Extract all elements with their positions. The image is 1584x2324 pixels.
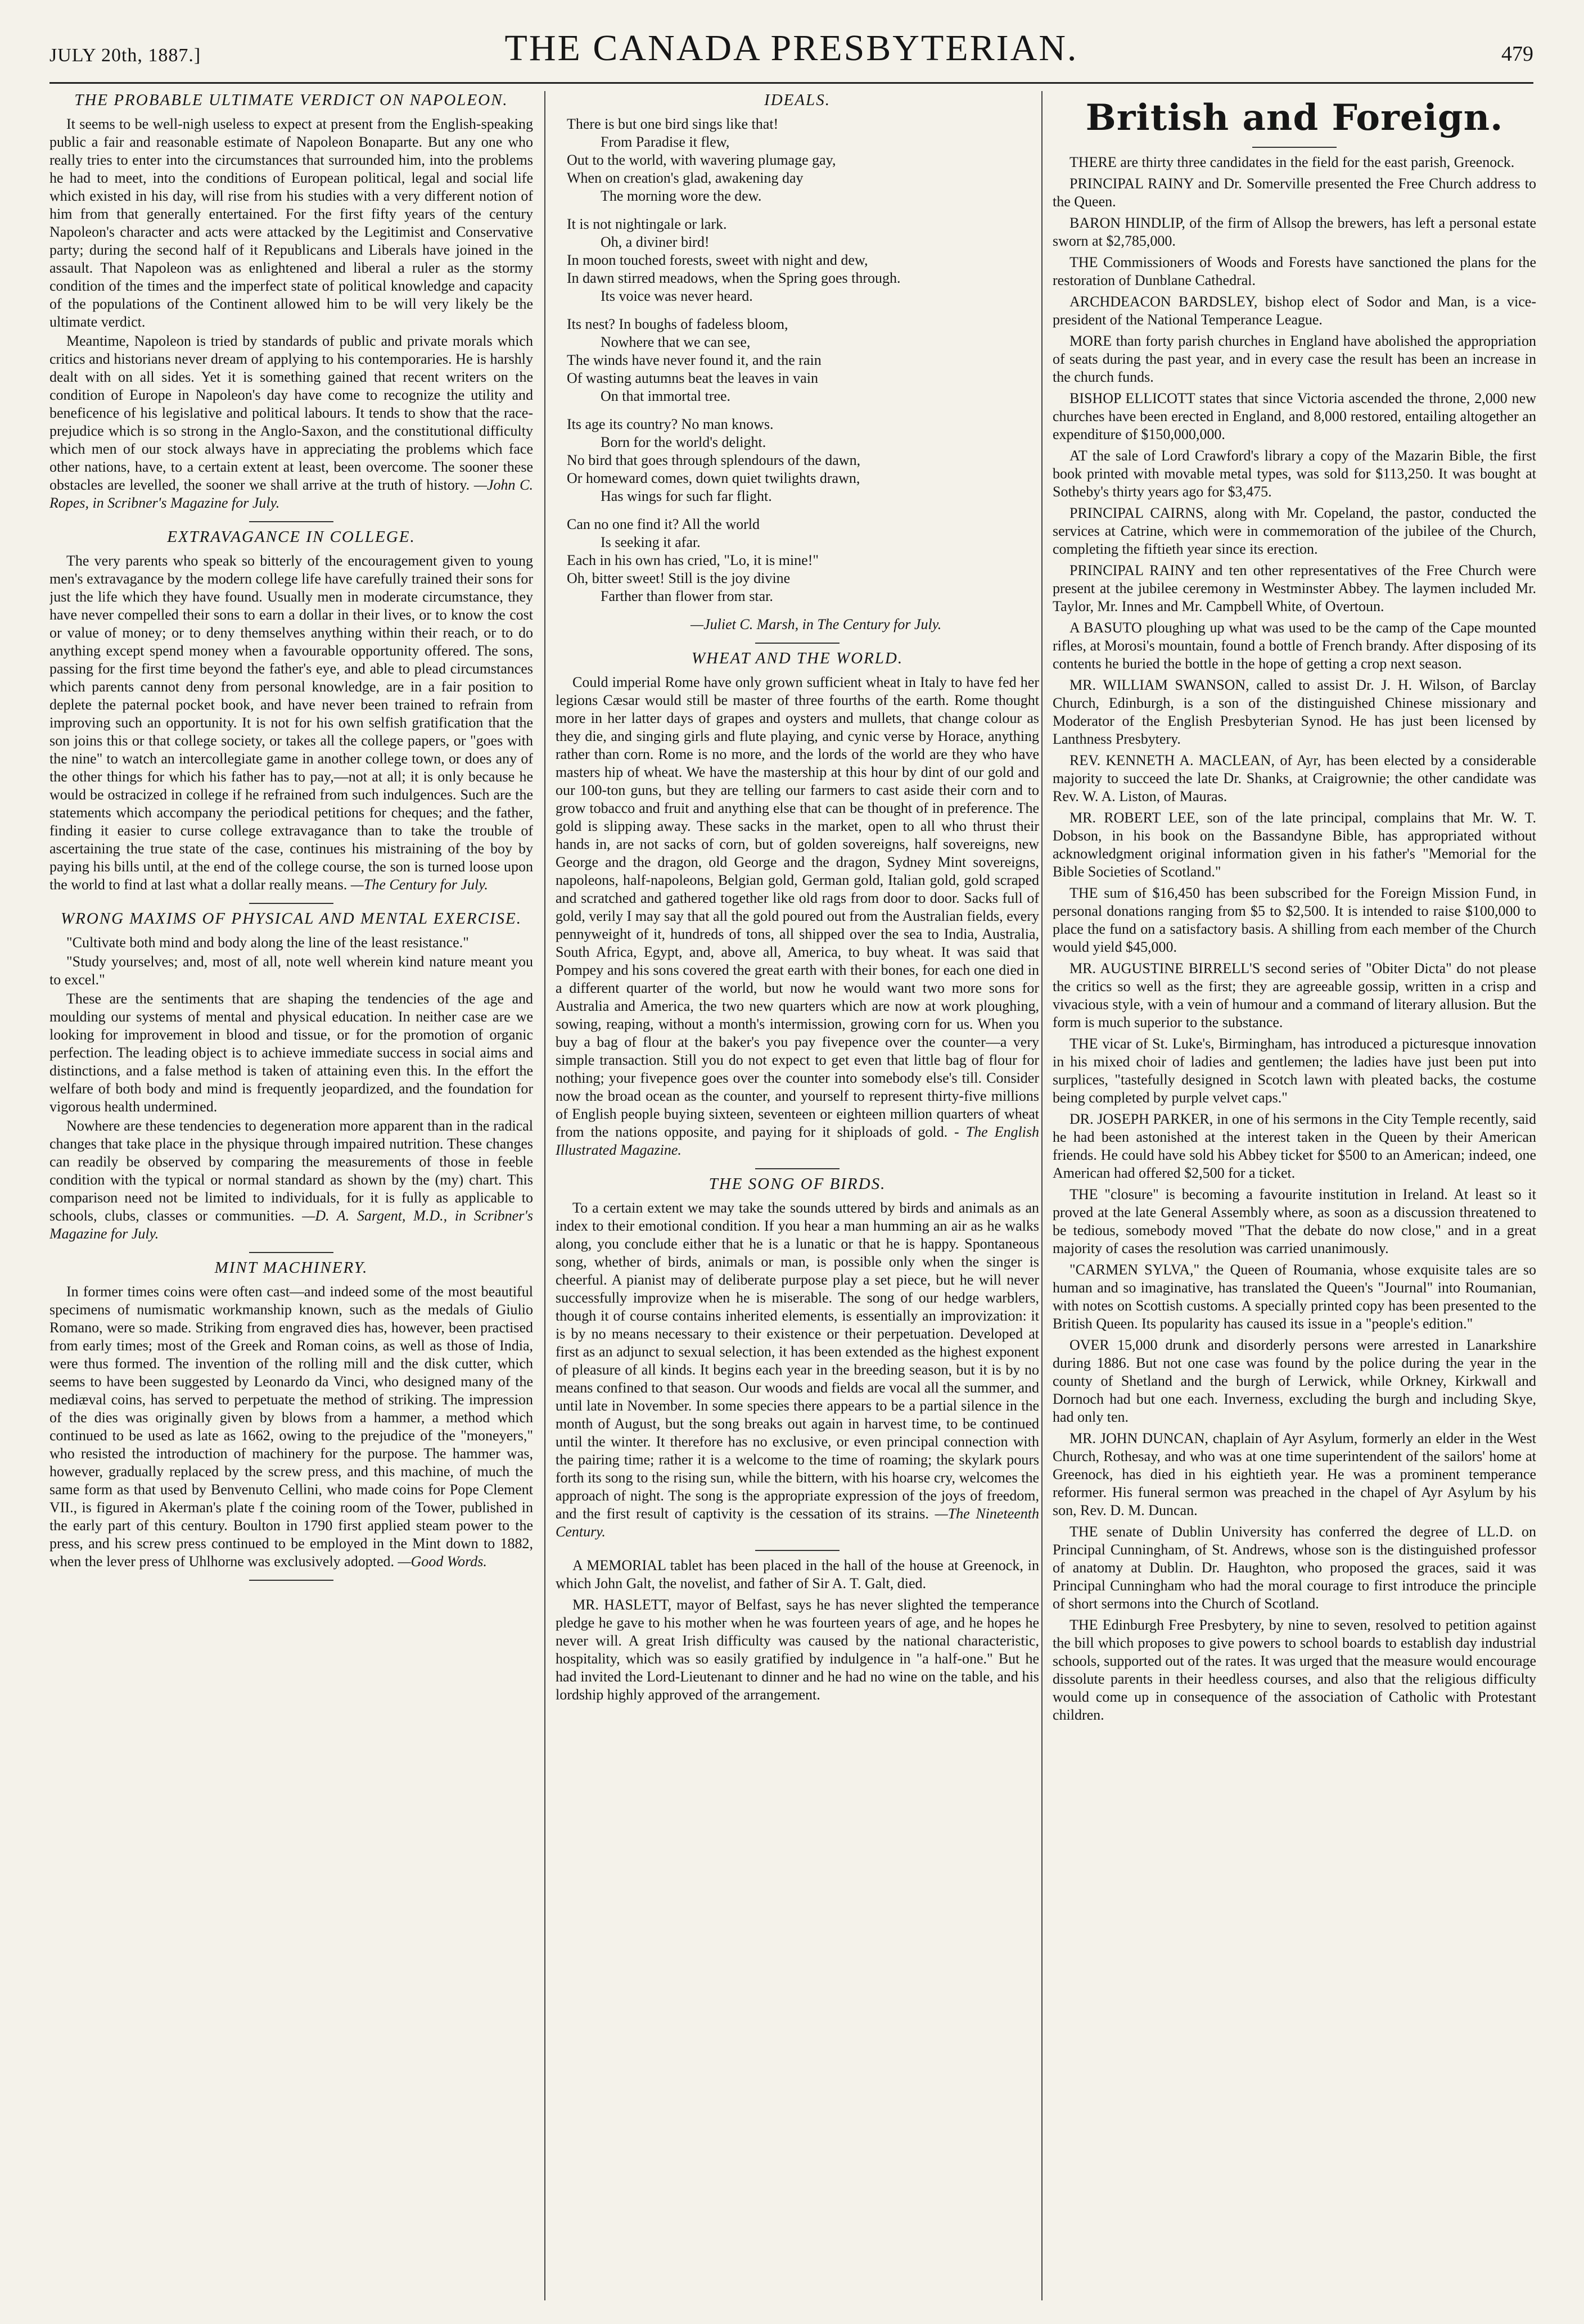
poem-stanza [567, 315, 1039, 405]
section-rule [1252, 147, 1337, 148]
poem-line: Farther than flower from star. [601, 588, 773, 604]
poem-line: In moon touched forests, sweet with night and dew, [567, 252, 868, 268]
issue-date: JULY 20th, 1887.] [49, 45, 201, 66]
section-rule [755, 1550, 840, 1551]
article-paragraph: Nowhere are these tendencies to degeneration more apparent than in the radical changes that take place in the physique through impaired nutrition. These changes can readily be observed by comparing the measurements of those in feeble condition with the typical or normal standard as shown by the (my) chart. This comparison need not be limited to individuals, for it is fully as applicable to schools, clubs, classes or communities. —D. A. Sargent, M.D., in Scribner's Magazine for July. [49, 1118, 533, 1242]
news-item: ARCHDEACON BARDSLEY, bishop elect of Sodor and Man, is a vice-president of the National Temperance League. [1053, 293, 1536, 328]
poem-line: Is seeking it afar. [601, 534, 701, 550]
poem-credit: —Juliet C. Marsh, in The Century for July. [691, 616, 942, 632]
article-paragraph: It seems to be well-nigh useless to expect at present from the English-speaking public a fair and reasonable estimate of Napoleon Bonaparte. But any one who really tries to enter into the circumstances that surrounded him, into the problems he had to meet, into the conditions of European political, legal and social life which existed in his day, will rise from his studies with a very different notion of him from that generally entertained. For the first fifty years of the century Napoleon's character and acts were attacked by the Legitimist and Conservative party; during the second half of it Republicans and Liberals have joined in the assault. That Napoleon was as enlightened and liberal a ruler as the stormy condition of the times and the imperfect state of political knowledge and capacity of the populations of the Continent allowed him to be will very likely be the ultimate verdict. [49, 116, 533, 330]
article [49, 910, 533, 1243]
news-item: THE "closure" is becoming a favourite institution in Ireland. At least so it proved at the late General Assembly where, as soon as a discussion threatened to be tedious, somebody moved "That the debate do now close," and in a great majority of cases the resolution was carried unanimously. [1053, 1186, 1536, 1256]
poem-line: It is not nightingale or lark. [567, 216, 727, 232]
section-rule [755, 643, 840, 644]
article-paragraph: Meantime, Napoleon is tried by standards of public and private morals which critics and historians never dream of applying to his contemporaries. He is harshly dealt with on all sides. Yet it is something gained that recent writers on the condition of Europe in Napoleon's day have come to recognize the utility and beneficence of his legislative and political labours. It tends to show that the race-prejudice which is so strong in the Anglo-Saxon, and the constitutional difficulty which men of our stock always have in appreciating the problems which face other nations, have, to a certain extent at least, been overcome. The sooner these obstacles are levelled, the sooner we shall arrive at the truth of history. —John C. Ropes, in Scribner's Magazine for July. [49, 333, 533, 511]
poem-line: No bird that goes through splendours of the dawn, [567, 452, 861, 468]
poem-line: Each in his own has cried, "Lo, it is mine!" [567, 552, 819, 568]
poem-line: Has wings for such far flight. [601, 488, 772, 504]
poem-stanza [567, 516, 1039, 605]
news-item: AT the sale of Lord Crawford's library a copy of the Mazarin Bible, the first book printed with movable metal types, was sold for $113,250. It was bought at Sotheby's thirty years ago for $3,475. [1053, 447, 1536, 500]
article-credit: —The Nineteenth Century. [556, 1505, 1039, 1540]
article-paragraph: "Cultivate both mind and body along the line of the least resistance." [66, 934, 469, 951]
news-item: THE Commissioners of Woods and Forests have sanctioned the plans for the restoration of Dunblane Cathedral. [1053, 254, 1536, 288]
article-credit: —Good Words. [398, 1553, 487, 1570]
masthead-rule [49, 82, 1533, 84]
newspaper-title: THE CANADA PRESBYTERIAN. [504, 28, 1078, 69]
news-item: PRINCIPAL CAIRNS, along with Mr. Copeland, the pastor, conducted the services at Catrine, which were in commemoration of the jubilee of the Church, completing the fiftieth year since its erection. [1053, 505, 1536, 557]
poem [556, 91, 1039, 634]
news-item: A MEMORIAL tablet has been placed in the hall of the house at Greenock, in which John Galt, the novelist, and father of Sir A. T. Galt, died. [556, 1557, 1039, 1591]
poem-line: On that immortal tree. [601, 388, 731, 404]
column-divider [1041, 91, 1043, 2300]
page-number: 479 [1501, 42, 1533, 66]
article-title: THE PROBABLE ULTIMATE VERDICT ON NAPOLEON. [74, 91, 508, 109]
news-item: THERE are thirty three candidates in the field for the east parish, Greenock. [1069, 154, 1515, 170]
news-item: THE senate of Dublin University has conferred the degree of LL.D. on Principal Cunningham, of St. Andrews, whose son is the distinguished professor of anatomy at Dublin. Dr. Haughton, who proposed the graces, said it was Principal Cunningham who had the moral courage to first introduce the principle of short sermons into the Church of Scotland. [1053, 1523, 1536, 1612]
section-heading: British and Foreign. [1085, 97, 1504, 139]
news-item: BISHOP ELLICOTT states that since Victoria ascended the throne, 2,000 new churches have been erected in England, and 8,000 restored, entailing altogether an expenditure of $150,000,000. [1053, 390, 1536, 442]
news-item: THE sum of $16,450 has been subscribed for the Foreign Mission Fund, in personal donations ranging from $5 to $2,500. It is intended to raise $100,000 to place the fund on a satisfactory basis. A shilling from each member of the Church would yield $45,000. [1053, 885, 1536, 955]
news-item: MR. JOHN DUNCAN, chaplain of Ayr Asylum, formerly an elder in the West Church, Rothesay, and who was at one time superintendent of the sailors' home at Greenock, has died in his eightieth year. He was a prominent temperance reformer. His funeral sermon was preached in the chapel of Ayr Asylum by his son, Rev. D. M. Duncan. [1053, 1430, 1536, 1518]
article [556, 649, 1039, 1159]
article-title: WRONG MAXIMS OF PHYSICAL AND MENTAL EXERCISE. [60, 910, 522, 928]
article-credit: —The Century for July. [350, 876, 488, 893]
poem-line: Oh, bitter sweet! Still is the joy divine [567, 570, 791, 586]
article [49, 91, 533, 512]
poem-line: Of wasting autumns beat the leaves in vain [567, 370, 818, 386]
article-title: EXTRAVAGANCE IN COLLEGE. [167, 528, 416, 546]
poem-line: Oh, a diviner bird! [601, 234, 710, 250]
news-item: THE Edinburgh Free Presbytery, by nine to seven, resolved to petition against the bill which proposes to give powers to school boards to establish day industrial schools, supported out of the rates. It was urged that the measure would encourage dissolute parents in their heedless courses, and also that the religious difficulty would come up in consequence of the association of Catholic with Protestant children. [1053, 1617, 1536, 1723]
masthead [49, 22, 1533, 73]
poem-line: Born for the world's delight. [601, 434, 766, 450]
article-title: MINT MACHINERY. [214, 1259, 368, 1277]
article-paragraph: These are the sentiments that are shaping the tendencies of the age and moulding our systems of mental and physical education. In neither case are we looking for improvement in blood and tissue, or for the promotion of organic perfection. The leading object is to achieve immediate success in social aims and distinctions, and a false method is taken of attaining even this. In the effort the welfare of both body and mind is frequently jeopardized, and the foundation for vigorous health undermined. [49, 991, 533, 1115]
poem-stanza [567, 415, 1039, 505]
poem-line: Its nest? In boughs of fadeless bloom, [567, 316, 788, 332]
news-item: MR. AUGUSTINE BIRRELL'S second series of "Obiter Dicta" do not please the critics so well as the first; they are agreeable gossip, written in a crisp and vivacious style, with a vein of humour and a command of literary allusion. But the form is much superior to the substance. [1053, 960, 1536, 1030]
news-item: "CARMEN SYLVA," the Queen of Roumania, whose exquisite tales are so human and so imaginative, has translated the Queen's "Journal" into Roumanian, with notes on Scottish customs. A specially printed copy has been presented to the British Queen. Its popularity has caused its issue in a "people's edition." [1053, 1262, 1536, 1332]
news-item: MR. WILLIAM SWANSON, called to assist Dr. J. H. Wilson, of Barclay Church, Edinburgh, is a son of the distinguished Chinese missionary and Moderator of the English Presbyterian Synod. He has just been licensed by Lanthness Presbytery. [1053, 677, 1536, 747]
poem-line: Its age its country? No man knows. [567, 416, 774, 432]
column-3 [1053, 91, 1536, 2300]
article-title: WHEAT AND THE WORLD. [691, 649, 904, 667]
column-2 [556, 91, 1039, 2300]
poem-line: Can no one find it? All the world [567, 516, 760, 532]
article-credit: —John C. Ropes, in Scribner's Magazine for July. [49, 477, 533, 511]
news-item: OVER 15,000 drunk and disorderly persons were arrested in Lanarkshire during 1886. But not one case was found by the police during the year in the county of Shetland and the burgh of Lerwick, while Orkney, Kirkwall and Dornoch had but one each. Inverness, excluding the burgh and including Skye, had only ten. [1053, 1337, 1536, 1425]
news-item: MR. ROBERT LEE, son of the late principal, complains that Mr. W. T. Dobson, in his book on the Bassandyne Bible, has appropriated without acknowledgment original information given in his father's "Memorial for the Bible Societies of Scotland." [1053, 810, 1536, 880]
article-paragraph: The very parents who speak so bitterly of the encouragement given to young men's extravagance by the modern college life have carefully trained their sons for just the life which they have found. Usually men in moderate circumstance, they have never compelled their sons to earn a dollar in their lives, or to know the cost or value of money; or to deny themselves anything within their reach, or to do anything except spend money when a favourable opportunity offered. The sons, passing for the first time beyond the father's eye, and able to plead circumstances which parents cannot deny from personal knowledge, are in a fair position to deplete the paternal pocket book, and have never been trained to refrain from improving such an opportunity. It is not for his own selfish gratification that the son joins this or that college society, or takes all the college papers, or "goes with the nine" to watch an intercollegiate game in another college town, or does any of the other things for which his father has to pay,—not at all; it is only because he would be ostracized in college if he refrained from such indulgences. Such are the statements which accompany the periodical petitions for cheques; and the father, finding it easier to curse college extravagance than to take the trouble of ascertaining the true state of the case, continues his mistraining of the boy by paying his bills until, at the end of the college course, the son is turned loose upon the world to find at last what a dollar really means. —The Century for July. [49, 553, 533, 893]
poem-line: Out to the world, with wavering plumage gay, [567, 152, 836, 168]
news-item: THE vicar of St. Luke's, Birmingham, has introduced a picturesque innovation in his mixed choir of ladies and gentlemen; the ladies have just been put into surplices, "tastefully designed in Scotch lawn with pleated backs, the costume being completed by purple velvet caps." [1053, 1036, 1536, 1106]
poem-line: Or homeward comes, down quiet twilights drawn, [567, 470, 860, 486]
news-item: A BASUTO ploughing up what was used to be the camp of the Cape mounted rifles, at Morosi's mountain, found a bottle of French brandy. After disposing of its contents he buried the bottle in the hope of getting a crop next season. [1053, 620, 1536, 672]
poem-line: Its voice was never heard. [601, 288, 753, 304]
poem-title: IDEALS. [764, 91, 831, 109]
poem-stanza [567, 215, 1039, 305]
poem-line: There is but one bird sings like that! [567, 116, 779, 132]
article-paragraph: Could imperial Rome have only grown sufficient wheat in Italy to have fed her legions Cæsar would still be master of three fourths of the earth. Rome thought more in her latter days of grapes and oysters and mullets, that change colour as they die, and singing girls and flute playing, and cynic verse by Horace, anything rather than corn. Rome is no more, and the lords of the world are they who have masters hip of wheat. We have the mastership at this hour by dint of our gold and our 100-ton guns, but they are telling our farmers to cast aside their corn and to grow tobacco and fruit and anything else that can be thought of in preference. The gold is slipping away. These sacks in the market, open to all who thrust their hands in, are not sacks of corn, but of golden sovereigns, half sovereigns, new George and the dragon, old George and the dragon, Sydney Mint sovereigns, napoleons, half-napoleons, Belgian gold, German gold, Italian gold, gold scraped and scratched and gathered together like old rags from door to door. Sacks full of gold, verily I may say that all the gold poured out from the Australian fields, every pennyweight of it, hundreds of tons, all shipped over the sea to India, Australia, South Africa, Egypt, and, above all, America, to buy wheat. It was said that Pompey and his sons covered the great earth with their bones, for each one died in a different quarter of the world, but now he would want two more sons for Australia and America, the two new quarters which are now at work ploughing, sowing, reaping, without a month's intermission, growing corn for us. When you buy a bag of flour at the baker's you pay fivepence over the counter—a very simple transaction. Still you do not expect to get even that little bag of flour for nothing; your fivepence goes over the counter into somebody else's till. Consider now the broad ocean as the counter, and yourself to represent thirty-five millions of English people buying sixteen, seventeen or eighteen million quarters of wheat from the nations opposite, and paying for it shiploads of gold. - The English Illustrated Magazine. [556, 674, 1039, 1158]
article-paragraph: "Study yourselves; and, most of all, note well wherein kind nature meant you to excel." [49, 953, 533, 988]
news-item: MORE than forty parish churches in England have abolished the appropriation of seats during the past year, and in every case the result has been an increase in the church funds. [1053, 333, 1536, 385]
article-credit: —D. A. Sargent, M.D., in Scribner's Magazine for July. [49, 1208, 533, 1242]
article [49, 528, 533, 894]
poem-body [567, 115, 1039, 605]
article [556, 1175, 1039, 1541]
news-item: PRINCIPAL RAINY and ten other representatives of the Free Church were present at the jubilee ceremony in Westminster Abbey. The laymen included Mr. Taylor, Mr. Innes and Mr. Campbell White, of Overtoun. [1053, 562, 1536, 614]
news-item: REV. KENNETH A. MACLEAN, of Ayr, has been elected by a considerable majority to succeed the late Dr. Shanks, at Craigrownie; the other candidate was Rev. W. A. Liston, of Mauras. [1053, 752, 1536, 804]
poem-line: The morning wore the dew. [601, 188, 762, 204]
news-item: MR. HASLETT, mayor of Belfast, says he has never slighted the temperance pledge he gave to his mother when he was fourteen years of age, and he hopes he never will. A great Irish difficulty was caused by the national characteristic, hospitality, which was so easily gratified by indulgence in "a half-one." But he had invited the Lord-Lieutenant to dinner and he had no wine on the table, and his lordship highly approved of the arrangement. [556, 1597, 1039, 1703]
poem-line: The winds have never found it, and the rain [567, 352, 822, 368]
column-divider [544, 91, 545, 2300]
poem-line: In dawn stirred meadows, when the Spring goes through. [567, 270, 901, 286]
section-rule [249, 1252, 333, 1253]
article-credit: - The English Illustrated Magazine. [556, 1124, 1039, 1158]
article-paragraph: To a certain extent we may take the sounds uttered by birds and animals as an index to their emotional condition. If you hear a man humming an air as he walks along, you conclude either that he is a lunatic or that he is happy. Spontaneous song, whether of birds, animals or man, is possible only when the singer is cheerful. A pianist may of deliberate purpose play a set piece, but he will never successfully improvize when he is miserable. The song of our hedge warblers, though it of course contains inherited elements, is essentially an improvization: it is by no means necessary to their existence or their perpetuation. Developed at first as an adjunct to sexual selection, it has been extended as the highest exponent of pleasure of all kinds. It begins each year in the breeding season, but it is by no means confined to that season. Our woods and fields are vocal all the summer, and until late in November. In some species there appears to be a partial silence in the month of August, but the song breaks out again in harvest time, to be continued until the winter. It therefore has no exclusive, or even principal connection with the pairing time; rather it is a welcome to the time of roaming; the skylark pours forth its song to the rising sun, while the bittern, with his hoarse cry, welcomes the approach of night. The song is the appropriate expression of the joys of freedom, and the first result of captivity is the cessation of its strains. —The Nineteenth Century. [556, 1200, 1039, 1540]
article [49, 1259, 533, 1571]
section-rule [249, 521, 333, 522]
section-rule [755, 1168, 840, 1169]
news-item: DR. JOSEPH PARKER, in one of his sermons in the City Temple recently, said he had been astonished at the interest taken in the Queen by their American friends. He could have sold his Abbey ticket for $500 to an American; indeed, one American had offered $2,500 for a ticket. [1053, 1111, 1536, 1181]
poem-line: Nowhere that we can see, [601, 334, 751, 350]
section-rule [249, 903, 333, 904]
news-item: BARON HINDLIP, of the firm of Allsop the brewers, has left a personal estate sworn at $2,785,000. [1053, 215, 1536, 249]
poem-stanza [567, 115, 1039, 205]
news-item: PRINCIPAL RAINY and Dr. Somerville presented the Free Church address to the Queen. [1053, 175, 1536, 210]
section-rule [249, 1580, 333, 1581]
article-title: THE SONG OF BIRDS. [708, 1175, 886, 1193]
column-1 [49, 91, 533, 2300]
poem-line: When on creation's glad, awakening day [567, 170, 804, 186]
article-paragraph: In former times coins were often cast—and indeed some of the most beautiful specimens of numismatic workmanship known, such as the medals of Giulio Romano, were so made. Striking from engraved dies has, however, been practised from early times; most of the Greek and Roman coins, as well as those of India, were thus formed. The invention of the rolling mill and the disk cutter, which seems to have been suggested by Leonardo da Vinci, who designed many of the mediæval coins, has served to perpetuate the method of striking. The impression of the dies was originally given by blows from a hammer, a method which continued to be used as late as 1662, owing to the prejudice of the "moneyers," who resisted the introduction of machinery for the purpose. The hammer was, however, gradually replaced by the screw press, and this machine, of much the same form as that used by Benvenuto Cellini, who made coins for Pope Clement VII., is figured in Akerman's plate f the coining room of the Tower, published in the early part of this century. Boulton in 1790 first applied steam power to the press, and his screw press continued to be employed in the Mint down to 1882, when the lever press of Uhlhorne was exclusively adopted. —Good Words. [49, 1283, 533, 1570]
poem-line: From Paradise it flew, [601, 134, 730, 150]
